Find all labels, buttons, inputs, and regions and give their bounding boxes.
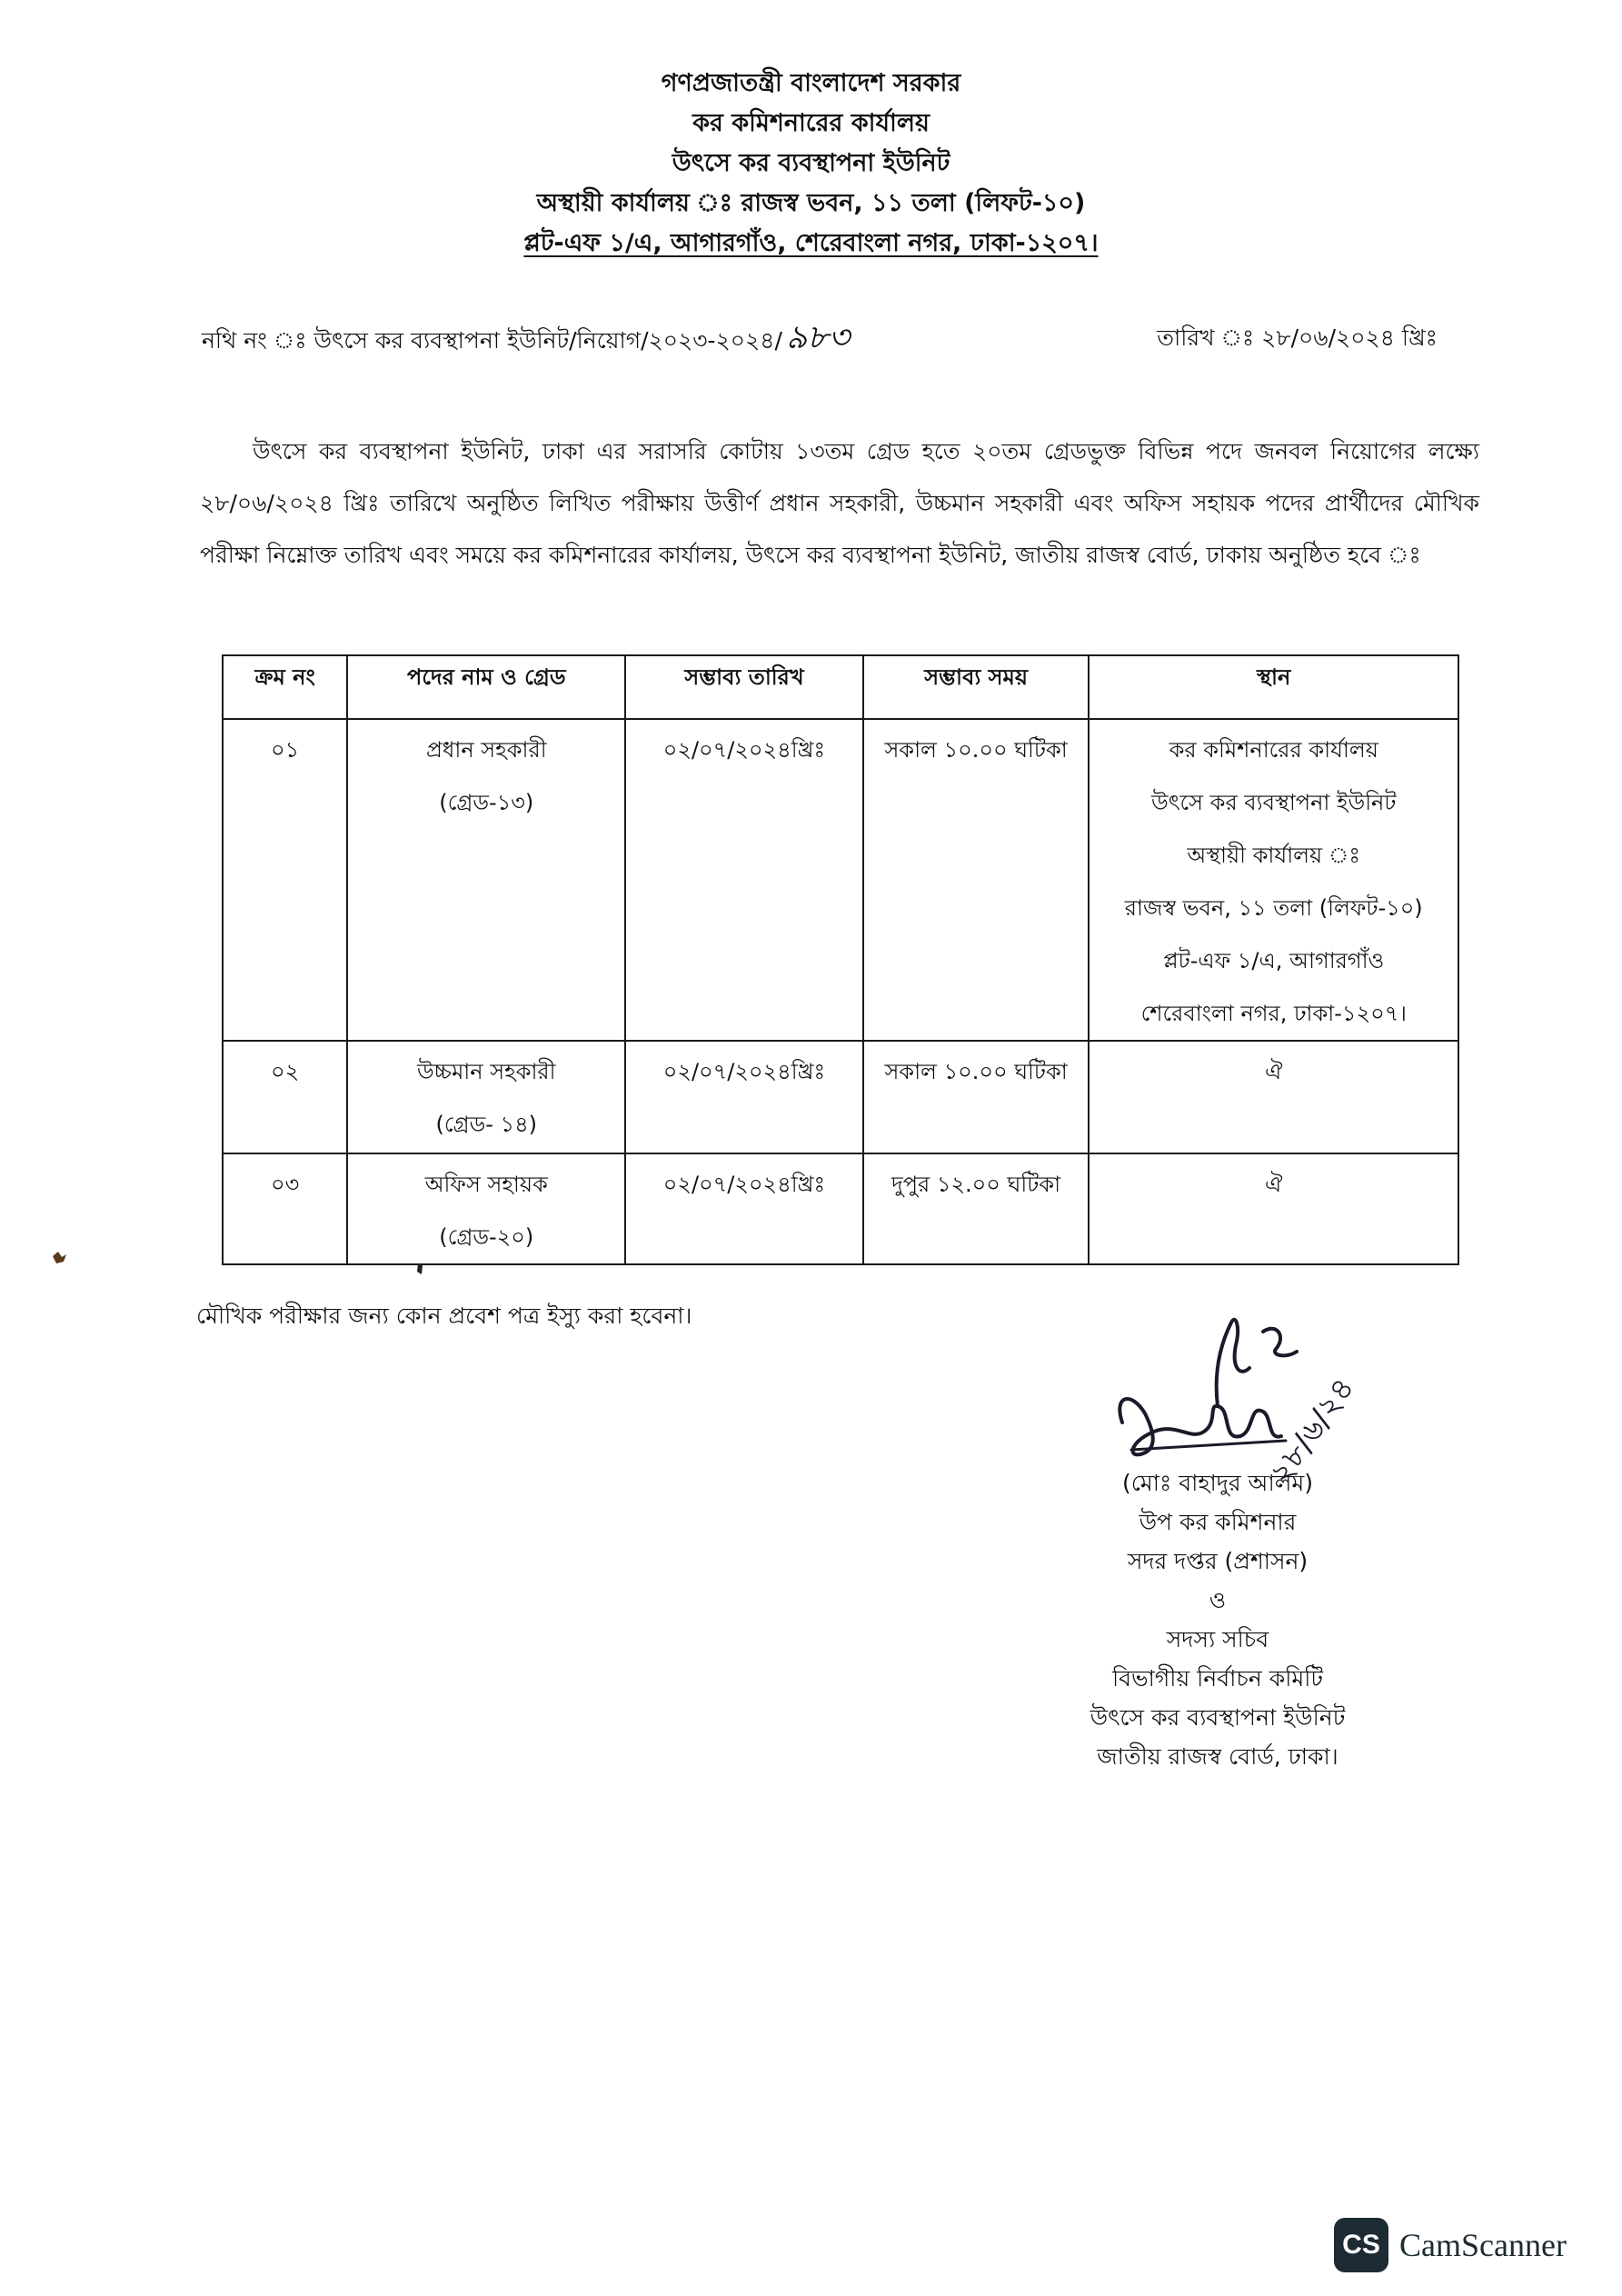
post-grade: (গ্রেড-২০): [439, 1224, 534, 1250]
cell-serial: ০৩: [223, 1153, 347, 1264]
header-date: সম্ভাব্য তারিখ: [625, 655, 862, 719]
cell-serial: ০১: [223, 719, 347, 1041]
venue-line: উৎসে কর ব্যবস্থাপনা ইউনিট: [1151, 790, 1397, 815]
letterhead-line-address: প্লট-এফ ১/এ, আগারগাঁও, শেরেবাংলা নগর, ঢাকা-১২০৭।: [523, 229, 1099, 257]
cell-time: সকাল ১০.০০ ঘটিকা: [863, 1041, 1090, 1153]
cell-venue: ঐ: [1089, 1041, 1458, 1153]
signatory-conjunction: ও: [1209, 1587, 1227, 1613]
scan-specks: [45, 1236, 454, 1291]
post-grade: (গ্রেড-১৩): [439, 790, 534, 815]
letterhead-line-office: কর কমিশনারের কার্যালয়: [692, 109, 930, 137]
letterhead-line-temporary-office: অস্থায়ী কার্যালয় ঃ রাজস্ব ভবন, ১১ তলা (লিফট-১০): [536, 189, 1086, 217]
signatory-committee: বিভাগীয় নির্বাচন কমিটি: [1111, 1665, 1324, 1692]
cell-post: [347, 719, 625, 1041]
header-time: সম্ভাব্য সময়: [863, 655, 1090, 719]
table-header-row: [223, 655, 1458, 719]
cell-venue: ঐ: [1089, 1153, 1458, 1264]
signatory-department: সদর দপ্তর (প্রশাসন): [1127, 1548, 1309, 1574]
letterhead-line-unit: উৎসে কর ব্যবস্থাপনা ইউনিট: [672, 149, 950, 177]
signatory-board: জাতীয় রাজস্ব বোর্ড, ঢাকা।: [1097, 1743, 1338, 1770]
cell-serial: ০২: [223, 1041, 347, 1153]
memo-reference-prefix: নথি নং ঃ উৎসে কর ব্যবস্থাপনা ইউনিট/নিয়োগ/২০২৩-২০২৪/: [202, 327, 782, 354]
letterhead: [0, 64, 1622, 264]
notice-paragraph: উৎসে কর ব্যবস্থাপনা ইউনিট, ঢাকা এর সরাসরি কোটায় ১৩তম গ্রেড হতে ২০তম গ্রেডভুক্ত বিভিন্ন পদে জনবল নিয়োগের লক্ষ্যে ২৮/০৬/২০২৪ খ্রিঃ তারিখে অনুষ্ঠিত লিখিত পরীক্ষায় উত্তীর্ণ প্রধান সহকারী, উচ্চমান সহকারী এবং অফিস সহায়ক পদের প্রার্থীদের মৌখিক পরীক্ষা নিম্নোক্ত তারিখ এবং সময়ে কর কমিশনারের কার্যালয়, উৎসে কর ব্যবস্থাপনা ইউনিট, জাতীয় রাজস্ব বোর্ড, ঢাকায় অনুষ্ঠিত হবে ঃ: [200, 438, 1479, 568]
admit-card-note: মৌখিক পরীক্ষার জন্য কোন প্রবেশ পত্র ইস্যু করা হবেনা।: [196, 1303, 692, 1329]
signatory-name: (মোঃ বাহাদুর আলম): [1121, 1470, 1314, 1496]
venue-line: প্লট-এফ ১/এ, আগারগাঁও: [1163, 948, 1385, 973]
cell-time: সকাল ১০.০০ ঘটিকা: [863, 719, 1090, 1041]
cell-date: ০২/০৭/২০২৪খ্রিঃ: [625, 1153, 862, 1264]
venue-line: শেরেবাংলা নগর, ঢাকা-১২০৭।: [1140, 1001, 1407, 1026]
memo-date: তারিখ ঃ ২৮/০৬/২০২৪ খ্রিঃ: [1157, 324, 1438, 351]
header-serial: ক্রম নং: [223, 655, 347, 719]
letterhead-line-government: গণপ্রজাতন্ত্রী বাংলাদেশ সরকার: [661, 69, 961, 97]
header-post-grade: পদের নাম ও গ্রেড: [347, 655, 625, 719]
camscanner-logo-icon: CS: [1334, 2218, 1388, 2272]
cell-venue: [1089, 719, 1458, 1041]
signatory-role: সদস্য সচিব: [1166, 1626, 1269, 1652]
table-row: [223, 1041, 1458, 1153]
post-name: প্রধান সহকারী: [426, 737, 547, 763]
cell-date: ০২/০৭/২০২৪খ্রিঃ: [625, 719, 862, 1041]
camscanner-label: CamScanner: [1399, 2227, 1567, 2263]
cell-time: দুপুর ১২.০০ ঘটিকা: [863, 1153, 1090, 1264]
svg-text:২৮/৬/২৪: ২৮/৬/২৪: [1262, 1370, 1362, 1492]
venue-line: রাজস্ব ভবন, ১১ তলা (লিফট-১০): [1124, 895, 1423, 921]
interview-schedule-table: [222, 654, 1459, 1265]
venue-line: কর কমিশনারের কার্যালয়: [1169, 737, 1378, 763]
table-row: [223, 719, 1458, 1041]
post-name: অফিস সহায়ক: [424, 1172, 548, 1197]
post-grade: (গ্রেড- ১৪): [435, 1112, 538, 1137]
memo-reference: [202, 320, 850, 359]
signatory-unit: উৎসে কর ব্যবস্থাপনা ইউনিট: [1090, 1704, 1346, 1731]
memo-reference-number: ৯৮৩: [785, 319, 851, 356]
signatory-designation: উপ কর কমিশনার: [1139, 1509, 1297, 1535]
camscanner-watermark: [1334, 2218, 1567, 2272]
cell-date: ০২/০৭/২০২৪খ্রিঃ: [625, 1041, 862, 1153]
cell-post: [347, 1041, 625, 1153]
signature-block: [1000, 1463, 1436, 1776]
header-venue: স্থান: [1089, 655, 1458, 719]
post-name: উচ্চমান সহকারী: [417, 1059, 556, 1084]
venue-line: অস্থায়ী কার্যালয় ঃ: [1187, 843, 1361, 868]
